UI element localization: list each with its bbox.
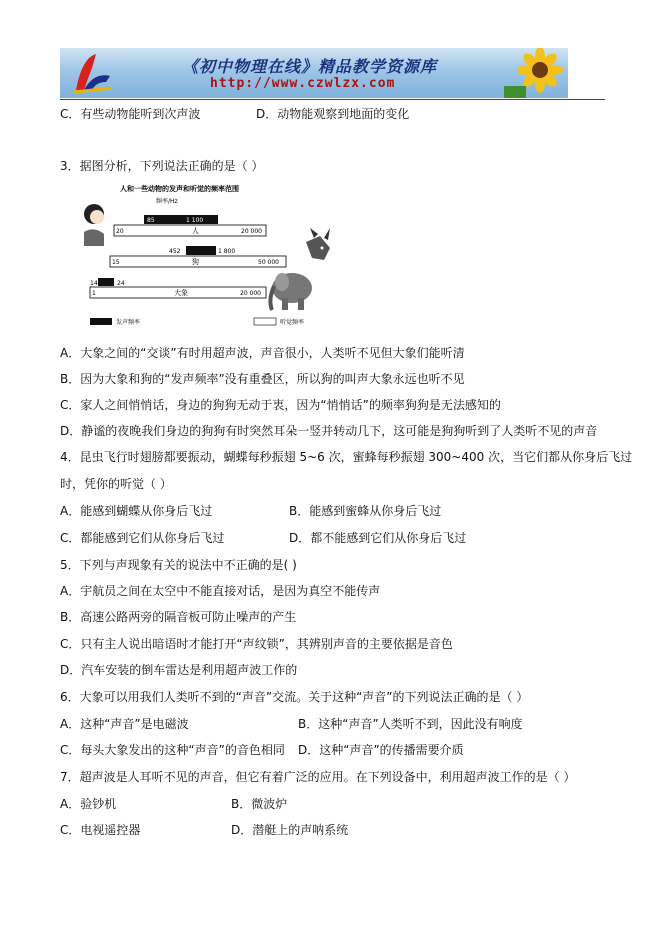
banner-title: 《初中物理在线》精品教学资源库	[182, 57, 438, 76]
q3-stem: 3．据图分析，下列说法正确的是（ ）	[60, 159, 264, 173]
dog-figure-icon	[306, 228, 330, 260]
header-rule	[60, 99, 605, 100]
site-logo-icon	[66, 50, 118, 96]
q6-option-b: B．这种“声音”人类听不到，因此没有响度	[298, 717, 523, 731]
person-figure-icon	[84, 204, 104, 246]
label-dog-voice-low: 452	[169, 248, 181, 255]
q7-option-d: D．潜艇上的声呐系统	[231, 823, 349, 837]
q6-stem: 6．大象可以用我们人类听不到的“声音”交流。关于这种“声音”的下列说法正确的是（ ）	[60, 690, 529, 704]
q5-option-a: A．宇航员之间在太空中不能直接对话，是因为真空不能传声	[60, 584, 381, 598]
label-human-voice-low: 85	[147, 217, 155, 224]
q4-stem-line1: 4．昆虫飞行时翅膀都要振动，蝴蝶每秒振翅 5~6 次，蜜蜂每秒振翅 300~400 次，当它们都从你身后飞过	[60, 450, 633, 464]
q6-option-c: C．每头大象发出的这种“声音”的音色相同	[60, 743, 285, 757]
bar-elephant-voice	[98, 278, 114, 286]
q6-option-d: D．这种“声音”的传播需要介质	[298, 743, 464, 757]
q7-option-b: B．微波炉	[231, 797, 288, 811]
frequency-range-chart	[74, 182, 344, 332]
q3-option-a: A．大象之间的“交谈”有时用超声波，声音很小，人类听不见但大象们能听清	[60, 346, 465, 360]
label-dog: 狗	[192, 258, 199, 266]
q3-option-c: C．家人之间悄悄话，身边的狗狗无动于衷，因为“悄悄话”的频率狗狗是无法感知的	[60, 398, 501, 412]
q4-option-b: B．能感到蜜蜂从你身后飞过	[289, 504, 442, 518]
q3-option-d: D．静谧的夜晚我们身边的狗狗有时突然耳朵一竖并转动几下，这可能是狗狗听到了人类听不见的声音	[60, 424, 598, 438]
chart-ylabel: 频率/Hz	[156, 198, 178, 205]
q5-option-c: C．只有主人说出暗语时才能打开“声纹锁”，其辨别声音的主要依据是音色	[60, 637, 453, 651]
label-elephant-hearing-low: 1	[92, 290, 96, 297]
q5-option-d: D．汽车安装的倒车雷达是利用超声波工作的	[60, 663, 298, 677]
label-dog-hearing-low: 15	[112, 259, 120, 266]
label-human: 人	[192, 227, 199, 235]
label-human-hearing-high: 20 000	[241, 228, 262, 235]
label-dog-voice-high: 1 800	[218, 248, 236, 255]
q3-option-b: B．因为大象和狗的“发声频率”没有重叠区，所以狗的叫声大象永远也听不见	[60, 372, 465, 386]
banner-url: http://www.czwlzx.com	[210, 76, 396, 91]
q2-option-d: D．动物能观察到地面的变化	[256, 107, 410, 121]
label-dog-hearing-high: 50 000	[258, 259, 279, 266]
q4-option-c: C．都能感到它们从你身后飞过	[60, 531, 225, 545]
label-elephant: 大象	[174, 289, 188, 297]
label-human-hearing-low: 20	[116, 228, 124, 235]
legend-hearing-swatch	[254, 318, 276, 325]
label-human-voice-high: 1 100	[186, 217, 204, 224]
chart-title: 人和一些动物的发声和听觉的频率范围	[120, 185, 239, 193]
q7-option-c: C．电视遥控器	[60, 823, 141, 837]
label-elephant-voice-high: 24	[117, 280, 125, 287]
q4-option-a: A．能感到蝴蝶从你身后飞过	[60, 504, 213, 518]
q7-stem: 7．超声波是人耳听不见的声音，但它有着广泛的应用。在下列设备中，利用超声波工作的是（ ）	[60, 770, 576, 784]
q6-option-a: A．这种“声音”是电磁波	[60, 717, 189, 731]
q4-option-d: D．都不能感到它们从你身后飞过	[289, 531, 467, 545]
legend-voice-swatch	[90, 318, 112, 325]
q5-option-b: B．高速公路两旁的隔音板可防止噪声的产生	[60, 610, 297, 624]
label-elephant-hearing-high: 20 000	[240, 290, 261, 297]
legend-hearing-label: 听觉频率	[280, 319, 305, 326]
header-banner	[60, 48, 568, 98]
q2-option-c: C．有些动物能听到次声波	[60, 107, 201, 121]
sunflower-icon	[498, 48, 568, 98]
elephant-figure-icon	[270, 273, 312, 310]
bar-dog-voice	[186, 246, 216, 255]
label-elephant-voice-low: 14	[90, 280, 98, 287]
bar-human-voice	[144, 215, 218, 224]
q4-stem-line2: 时，凭你的听觉（ ）	[60, 477, 172, 491]
legend-voice-label: 发声频率	[116, 319, 141, 326]
q5-stem: 5．下列与声现象有关的说法中不正确的是( )	[60, 558, 297, 572]
q7-option-a: A．验钞机	[60, 797, 117, 811]
